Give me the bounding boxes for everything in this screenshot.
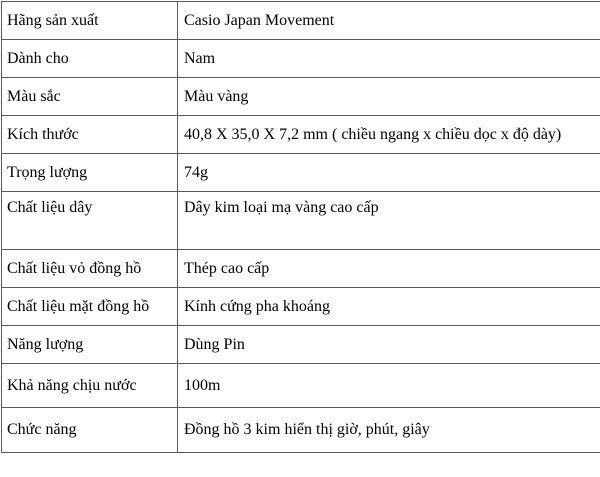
- spec-value: 100m: [178, 364, 600, 408]
- spec-value: 40,8 X 35,0 X 7,2 mm ( chiều ngang x chiều dọc x độ dày): [178, 116, 600, 154]
- spec-label: Dành cho: [2, 40, 178, 78]
- spec-value: Đồng hồ 3 kim hiển thị giờ, phút, giây: [178, 408, 600, 453]
- table-row: [2, 40, 600, 78]
- table-row: [2, 154, 600, 192]
- spec-label: Màu sắc: [2, 78, 178, 116]
- spec-label: Chức năng: [2, 408, 178, 453]
- table-row: [2, 326, 600, 364]
- spec-value: 74g: [178, 154, 600, 192]
- table-row: [2, 364, 600, 408]
- spec-value: Kính cứng pha khoáng: [178, 288, 600, 326]
- spec-label: Chất liệu mặt đồng hồ: [2, 288, 178, 326]
- table-row: [2, 192, 600, 250]
- spec-label: Chất liệu dây: [2, 192, 178, 250]
- table-row: [2, 250, 600, 288]
- table-row: [2, 408, 600, 453]
- spec-label: Khả năng chịu nước: [2, 364, 178, 408]
- spec-value: Casio Japan Movement: [178, 2, 600, 40]
- spec-value: Dây kim loại mạ vàng cao cấp: [178, 192, 600, 250]
- spec-label: Trọng lượng: [2, 154, 178, 192]
- spec-value: Thép cao cấp: [178, 250, 600, 288]
- spec-label: Chất liệu vỏ đồng hồ: [2, 250, 178, 288]
- product-spec-table: [1, 1, 600, 453]
- spec-value: Nam: [178, 40, 600, 78]
- table-row: [2, 116, 600, 154]
- table-row: [2, 288, 600, 326]
- spec-value: Màu vàng: [178, 78, 600, 116]
- spec-value: Dùng Pin: [178, 326, 600, 364]
- table-row: [2, 78, 600, 116]
- spec-label: Hãng sản xuất: [2, 2, 178, 40]
- spec-label: Kích thước: [2, 116, 178, 154]
- spec-label: Năng lượng: [2, 326, 178, 364]
- table-row: [2, 2, 600, 40]
